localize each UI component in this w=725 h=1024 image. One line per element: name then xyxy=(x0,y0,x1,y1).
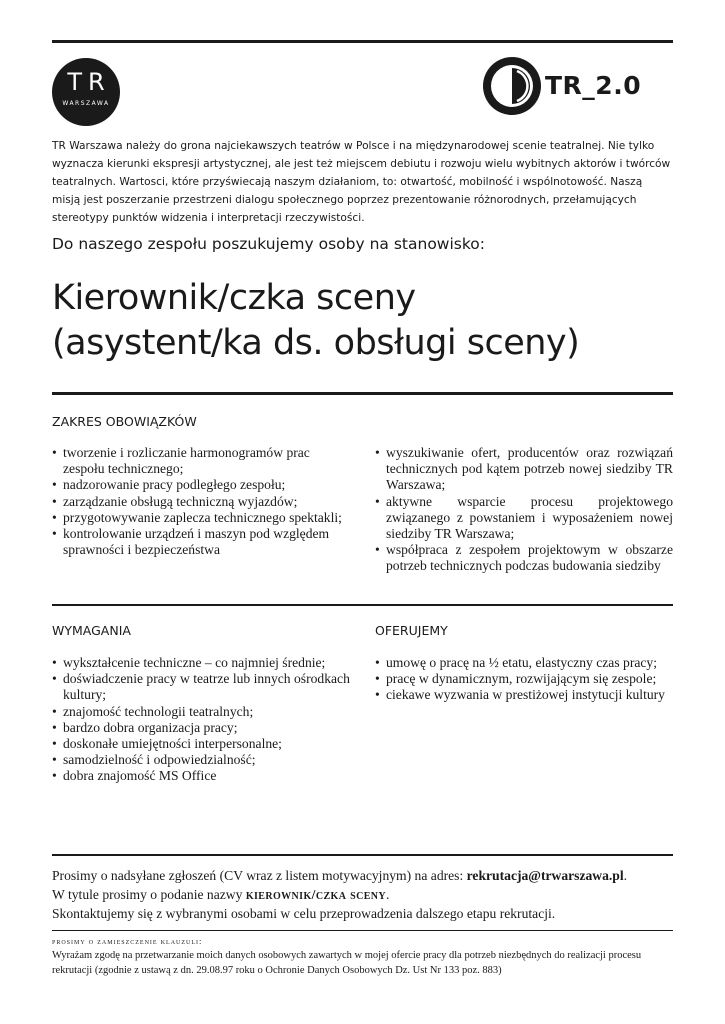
offer-heading: OFERUJEMY xyxy=(375,623,448,638)
duties-list-left xyxy=(52,445,352,558)
list-item: • nadzorowanie pracy podległego zespołu; xyxy=(52,477,352,493)
intro-paragraph: TR Warszawa należy do grona najciekawszych teatrów w Polsce i na międzynarodowej scenie teatralnej. Nie tylko wyznacza kierunki ekspresji artystycznej, ale jest też miejscem debiutu i rozwoju wielu wybitnych aktorów i twórców teatralnych. Wartosci, które przyświecają naszym działaniom, to: otwartość, mobilność i wspólnotowość. Naszą misją jest poszerzanie przestrzeni dialogu społecznego poprzez prezentowanie różnorodnych, przełamujących stereotypy punktów widzenia i interpretacji rzeczywistości. xyxy=(52,140,671,224)
list-item: • samodzielność i odpowiedzialność; xyxy=(52,752,352,768)
list-item: • znajomość technologii teatralnych; xyxy=(52,704,352,720)
list-item: • ciekawe wyzwania w prestiżowej instytucji kultury xyxy=(375,687,675,703)
list-item: • tworzenie i rozliczanie harmonogramów prac zespołu technicznego; xyxy=(52,445,352,477)
contact-line-3: Skontaktujemy się z wybranymi osobami w celu przeprowadzenia dalszego etapu rekrutacji. xyxy=(52,906,556,921)
contact-text: Prosimy o nadsyłane zgłoszeń (CV wraz z listem motywacyjnym) na adres: xyxy=(52,868,467,883)
contact-line-2 xyxy=(52,885,673,904)
contact-punct: . xyxy=(623,868,628,883)
tr-2-0-logo xyxy=(481,55,673,117)
list-item: • pracę w dynamicznym, rozwijającym się zespole; xyxy=(375,671,675,687)
tr-warszawa-logo xyxy=(52,58,120,126)
contact-text: W tytule prosimy o podanie nazwy xyxy=(52,887,246,902)
list-item: • doświadczenie pracy w teatrze lub innych ośrodkach kultury; xyxy=(52,671,352,703)
clause-heading: prosimy o zamieszczenie klauzuli: xyxy=(52,936,203,946)
tr-2-0-emblem-icon xyxy=(481,55,543,117)
list-item: • aktywne wsparcie procesu projektowego związanego z powstaniem i wyposażeniem nowej siedziby TR Warszawa; xyxy=(375,494,673,543)
job-title-line-2: (asystent/ka ds. obsługi sceny) xyxy=(52,323,580,363)
clause-rule xyxy=(52,930,673,931)
logo-warszawa-text: WARSZAWA xyxy=(62,100,110,107)
job-title xyxy=(52,276,692,366)
duties-list-right xyxy=(375,445,673,575)
job-title-line-1: Kierownik/czka sceny xyxy=(52,278,416,318)
contact-line-1 xyxy=(52,866,673,885)
list-item: • doskonałe umiejętności interpersonalne; xyxy=(52,736,352,752)
tr-2-0-wordmark: TR_2.0 xyxy=(545,71,642,100)
contact-block xyxy=(52,866,673,923)
list-item: • współpraca z zespołem projektowym w obszarze potrzeb technicznych podczas budowania siedziby xyxy=(375,542,673,574)
lead-sentence: Do naszego zespołu poszukujemy osoby na stanowisko: xyxy=(52,235,485,253)
list-item: • dobra znajomość MS Office xyxy=(52,768,352,784)
list-item: • zarządzanie obsługą techniczną wyjazdów; xyxy=(52,494,352,510)
section-rule xyxy=(52,604,673,606)
contact-rule xyxy=(52,854,673,856)
list-item: • wyszukiwanie ofert, producentów oraz rozwiązań technicznych pod kątem potrzeb nowej siedziby TR Warszawa; xyxy=(375,445,673,494)
clause-text: Wyrażam zgodę na przetwarzanie moich danych osobowych zawartych w mojej ofercie pracy dla potrzeb niezbędnych do realizacji procesu rekrutacji (zgodnie z ustawą z dn. 29.08.97 roku o Ochronie Danych Osobowych Dz. Ust Nr 133 poz. 883) xyxy=(52,950,642,976)
list-item: • przygotowywanie zaplecza technicznego spektakli; xyxy=(52,510,352,526)
requirements-heading: WYMAGANIA xyxy=(52,623,131,638)
top-rule xyxy=(52,40,673,43)
list-item: • bardzo dobra organizacja pracy; xyxy=(52,720,352,736)
position-name: kierownik/czka sceny xyxy=(245,887,387,902)
duties-heading: ZAKRES OBOWIĄZKÓW xyxy=(52,414,197,429)
contact-email-link[interactable]: rekrutacja@trwarszawa.pl xyxy=(466,868,624,883)
offer-list xyxy=(375,655,675,704)
contact-punct: . xyxy=(386,887,390,902)
requirements-list xyxy=(52,655,352,785)
list-item: • umowę o pracę na ½ etatu, elastyczny czas pracy; xyxy=(375,655,675,671)
list-item: • kontrolowanie urządzeń i maszyn pod względem sprawności i bezpieczeństwa xyxy=(52,526,352,558)
title-rule xyxy=(52,392,673,395)
list-item: • wykształcenie techniczne – co najmniej średnie; xyxy=(52,655,352,671)
logo-tr-text: TR xyxy=(67,68,111,96)
